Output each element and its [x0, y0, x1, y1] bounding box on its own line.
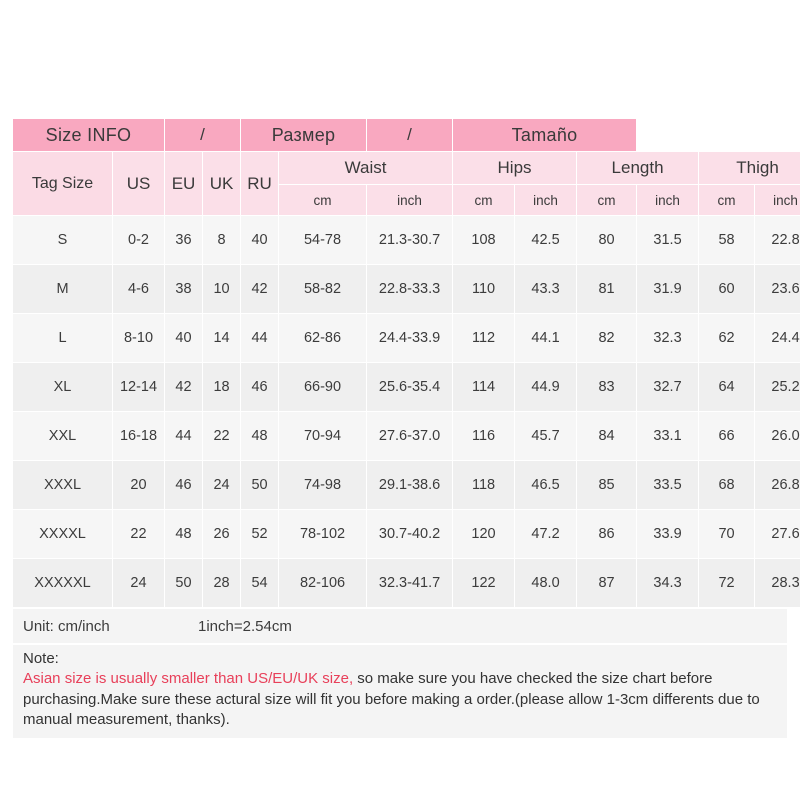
cell-waist-inch: 27.6-37.0	[367, 412, 453, 461]
cell-thigh-inch: 26.8	[755, 461, 800, 510]
cell-eu: 42	[165, 363, 203, 412]
title-sep-2: /	[367, 119, 453, 152]
cell-length-cm: 81	[577, 265, 637, 314]
cell-uk: 28	[203, 559, 241, 608]
cell-ru: 52	[241, 510, 279, 559]
col-header-tag-size: Tag Size	[13, 152, 113, 216]
table-row	[13, 412, 800, 461]
cell-waist-cm: 78-102	[279, 510, 367, 559]
cell-hips-cm: 108	[453, 216, 515, 265]
cell-eu: 46	[165, 461, 203, 510]
cell-hips-cm: 114	[453, 363, 515, 412]
cell-waist-cm: 62-86	[279, 314, 367, 363]
group-header-row	[13, 152, 800, 185]
cell-hips-inch: 45.7	[515, 412, 577, 461]
cell-hips-cm: 118	[453, 461, 515, 510]
col-header-hips-inch: inch	[515, 185, 577, 216]
col-header-hips: Hips	[453, 152, 577, 185]
cell-thigh-cm: 72	[699, 559, 755, 608]
col-header-waist-inch: inch	[367, 185, 453, 216]
cell-uk: 22	[203, 412, 241, 461]
cell-hips-cm: 122	[453, 559, 515, 608]
title-band-row	[13, 119, 800, 152]
cell-tag-size: S	[13, 216, 113, 265]
cell-waist-cm: 70-94	[279, 412, 367, 461]
cell-ru: 50	[241, 461, 279, 510]
note-body: so make sure you have checked the size chart before purchasing.Make sure these actural size will fit you before making a order.(please allow 1-3cm differents due to manual measurement, thanks).	[23, 670, 760, 728]
unit-label: Unit: cm/inch	[23, 617, 110, 635]
table-row	[13, 510, 800, 559]
cell-uk: 26	[203, 510, 241, 559]
cell-ru: 48	[241, 412, 279, 461]
cell-waist-cm: 74-98	[279, 461, 367, 510]
cell-uk: 18	[203, 363, 241, 412]
cell-eu: 50	[165, 559, 203, 608]
cell-us: 0-2	[113, 216, 165, 265]
cell-thigh-cm: 70	[699, 510, 755, 559]
cell-us: 4-6	[113, 265, 165, 314]
table-row	[13, 265, 800, 314]
cell-hips-inch: 48.0	[515, 559, 577, 608]
title-band-blank	[637, 119, 800, 152]
cell-length-inch: 33.5	[637, 461, 699, 510]
title-sep-1: /	[165, 119, 241, 152]
cell-length-cm: 87	[577, 559, 637, 608]
cell-hips-inch: 44.9	[515, 363, 577, 412]
cell-thigh-inch: 27.6	[755, 510, 800, 559]
cell-hips-inch: 46.5	[515, 461, 577, 510]
col-header-ru: RU	[241, 152, 279, 216]
cell-thigh-cm: 66	[699, 412, 755, 461]
cell-ru: 44	[241, 314, 279, 363]
table-row	[13, 559, 800, 608]
cell-thigh-inch: 22.8	[755, 216, 800, 265]
col-header-us: US	[113, 152, 165, 216]
title-ru: Размер	[241, 119, 367, 152]
table-row	[13, 216, 800, 265]
cell-waist-inch: 32.3-41.7	[367, 559, 453, 608]
unit-row	[12, 608, 788, 644]
cell-uk: 10	[203, 265, 241, 314]
cell-waist-inch: 29.1-38.6	[367, 461, 453, 510]
cell-thigh-inch: 25.2	[755, 363, 800, 412]
cell-thigh-cm: 58	[699, 216, 755, 265]
cell-waist-cm: 66-90	[279, 363, 367, 412]
note-box	[12, 644, 788, 739]
col-header-thigh: Thigh	[699, 152, 800, 185]
cell-thigh-cm: 62	[699, 314, 755, 363]
col-header-thigh-cm: cm	[699, 185, 755, 216]
cell-thigh-inch: 23.6	[755, 265, 800, 314]
cell-ru: 40	[241, 216, 279, 265]
cell-us: 20	[113, 461, 165, 510]
cell-hips-inch: 43.3	[515, 265, 577, 314]
cell-hips-inch: 47.2	[515, 510, 577, 559]
cell-length-inch: 32.7	[637, 363, 699, 412]
cell-us: 22	[113, 510, 165, 559]
cell-hips-inch: 44.1	[515, 314, 577, 363]
col-header-eu: EU	[165, 152, 203, 216]
cell-length-inch: 31.5	[637, 216, 699, 265]
cell-ru: 54	[241, 559, 279, 608]
cell-thigh-inch: 26.0	[755, 412, 800, 461]
cell-tag-size: XXXXXL	[13, 559, 113, 608]
cell-length-inch: 33.1	[637, 412, 699, 461]
cell-length-cm: 85	[577, 461, 637, 510]
cell-tag-size: XXXL	[13, 461, 113, 510]
cell-hips-cm: 120	[453, 510, 515, 559]
size-chart-container	[12, 118, 800, 739]
cell-eu: 48	[165, 510, 203, 559]
cell-thigh-cm: 64	[699, 363, 755, 412]
title-en: Size INFO	[13, 119, 165, 152]
cell-thigh-inch: 28.3	[755, 559, 800, 608]
cell-tag-size: XXXXL	[13, 510, 113, 559]
col-header-length-inch: inch	[637, 185, 699, 216]
cell-length-inch: 33.9	[637, 510, 699, 559]
cell-thigh-cm: 68	[699, 461, 755, 510]
col-header-length: Length	[577, 152, 699, 185]
size-chart-table	[12, 118, 800, 608]
cell-waist-inch: 21.3-30.7	[367, 216, 453, 265]
cell-eu: 36	[165, 216, 203, 265]
unit-conversion: 1inch=2.54cm	[198, 617, 292, 635]
cell-tag-size: M	[13, 265, 113, 314]
cell-length-inch: 34.3	[637, 559, 699, 608]
note-warning: Asian size is usually smaller than US/EU/UK size,	[23, 670, 354, 688]
cell-hips-cm: 116	[453, 412, 515, 461]
cell-us: 12-14	[113, 363, 165, 412]
table-row	[13, 314, 800, 363]
cell-eu: 44	[165, 412, 203, 461]
cell-waist-cm: 82-106	[279, 559, 367, 608]
cell-us: 16-18	[113, 412, 165, 461]
col-header-length-cm: cm	[577, 185, 637, 216]
cell-uk: 14	[203, 314, 241, 363]
cell-ru: 46	[241, 363, 279, 412]
col-header-uk: UK	[203, 152, 241, 216]
cell-length-inch: 32.3	[637, 314, 699, 363]
cell-length-cm: 80	[577, 216, 637, 265]
cell-hips-cm: 110	[453, 265, 515, 314]
cell-length-cm: 84	[577, 412, 637, 461]
cell-waist-inch: 22.8-33.3	[367, 265, 453, 314]
cell-thigh-cm: 60	[699, 265, 755, 314]
col-header-waist: Waist	[279, 152, 453, 185]
col-header-hips-cm: cm	[453, 185, 515, 216]
cell-waist-inch: 25.6-35.4	[367, 363, 453, 412]
cell-us: 24	[113, 559, 165, 608]
cell-length-cm: 83	[577, 363, 637, 412]
cell-uk: 24	[203, 461, 241, 510]
cell-waist-cm: 54-78	[279, 216, 367, 265]
cell-length-inch: 31.9	[637, 265, 699, 314]
cell-waist-inch: 30.7-40.2	[367, 510, 453, 559]
cell-tag-size: L	[13, 314, 113, 363]
cell-tag-size: XXL	[13, 412, 113, 461]
cell-eu: 38	[165, 265, 203, 314]
cell-waist-inch: 24.4-33.9	[367, 314, 453, 363]
note-title: Note:	[23, 650, 59, 667]
cell-thigh-inch: 24.4	[755, 314, 800, 363]
cell-hips-cm: 112	[453, 314, 515, 363]
cell-hips-inch: 42.5	[515, 216, 577, 265]
col-header-waist-cm: cm	[279, 185, 367, 216]
cell-waist-cm: 58-82	[279, 265, 367, 314]
cell-tag-size: XL	[13, 363, 113, 412]
cell-ru: 42	[241, 265, 279, 314]
col-header-thigh-inch: inch	[755, 185, 800, 216]
cell-eu: 40	[165, 314, 203, 363]
cell-length-cm: 82	[577, 314, 637, 363]
table-row	[13, 363, 800, 412]
cell-us: 8-10	[113, 314, 165, 363]
table-row	[13, 461, 800, 510]
title-es: Tamaño	[453, 119, 637, 152]
cell-uk: 8	[203, 216, 241, 265]
cell-length-cm: 86	[577, 510, 637, 559]
